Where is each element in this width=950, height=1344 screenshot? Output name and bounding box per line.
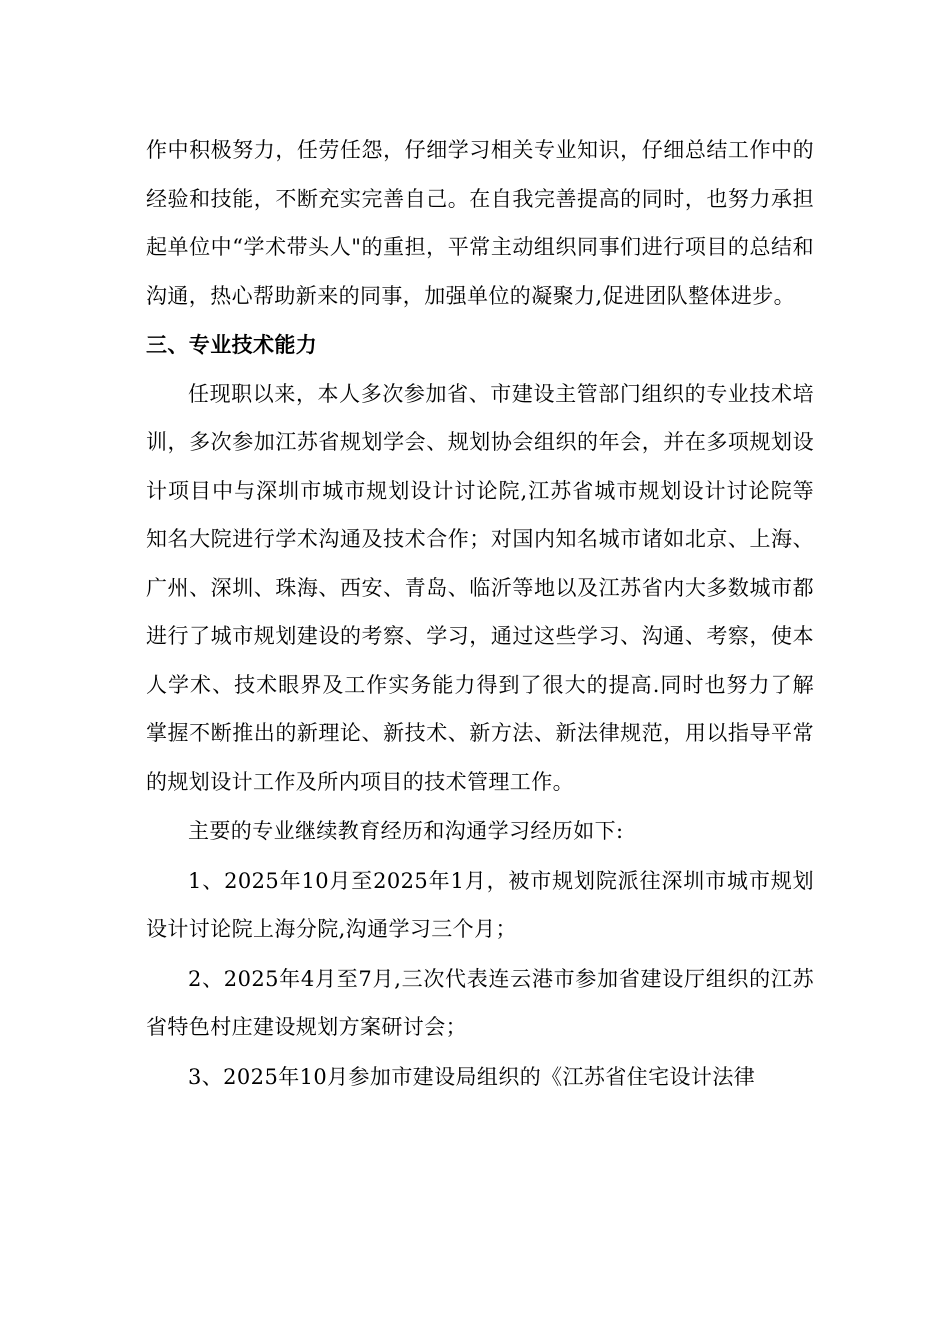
document-body [146, 126, 814, 1101]
list-item: 1、2025年10月至2025年1月，被市规划院派往深圳市城市规划设计讨论院上海分院,沟通学习三个月； [146, 868, 814, 941]
paragraph-technical-ability: 任现职以来，本人多次参加省、市建设主管部门组织的专业技术培训，多次参加江苏省规划学会、规划协会组织的年会，并在多项规划设计项目中与深圳市城市规划设计讨论院,江苏省城市规划设计讨论院等知名大院进行学术沟通及技术合作；对国内知名城市诸如北京、上海、广州、深圳、珠海、西安、青岛、临沂等地以及江苏省内大多数城市都进行了城市规划建设的考察、学习，通过这些学习、沟通、考察，使本人学术、技术眼界及工作实务能力得到了很大的提高.同时也努力了解掌握不断推出的新理论、新技术、新方法、新法律规范，用以指导平常的规划设计工作及所内项目的技术管理工作。 [146, 381, 814, 794]
list-item: 3、2025年10月参加市建设局组织的《江苏省住宅设计法律 [188, 1064, 756, 1089]
section-heading: 三、专业技术能力 [146, 332, 318, 357]
list-item: 2、2025年4月至7月,三次代表连云港市参加省建设厅组织的江苏省特色村庄建设规划方案研讨会； [146, 966, 814, 1039]
paragraph-continued: 作中积极努力，任劳任怨，仔细学习相关专业知识，仔细总结工作中的经验和技能，不断充实完善自己。在自我完善提高的同时，也努力承担起单位中“学术带头人"的重担，平常主动组织同事们进行项目的总结和沟通，热心帮助新来的同事，加强单位的凝聚力,促进团队整体进步。 [146, 138, 814, 308]
paragraph-education-intro: 主要的专业继续教育经历和沟通学习经历如下: [188, 819, 624, 843]
